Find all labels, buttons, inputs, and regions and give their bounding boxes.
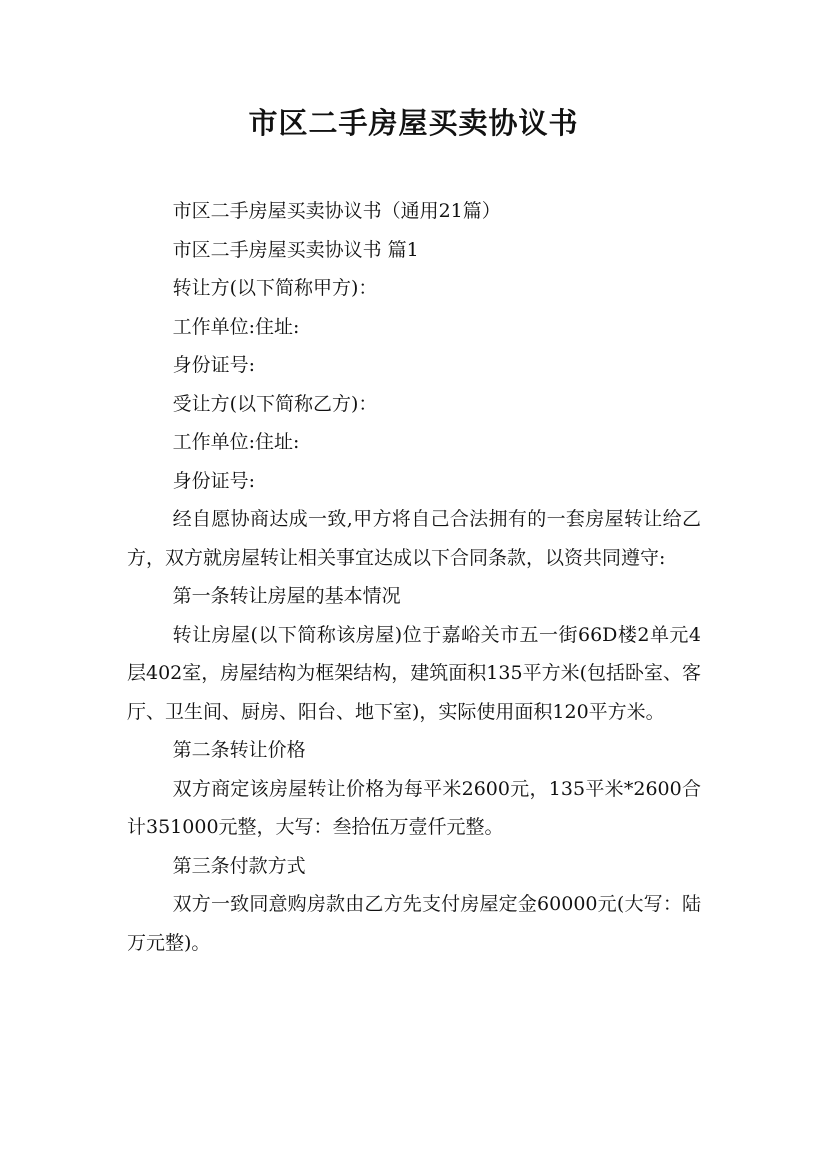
paragraph-agreement-intro: 经自愿协商达成一致,甲方将自己合法拥有的一套房屋转让给乙方，双方就房屋转让相关事宜达成以下合同条款，以资共同遵守: (127, 508, 701, 569)
paragraph-transferor-id: 身份证号: (172, 354, 255, 376)
document-body (127, 192, 701, 962)
paragraph-article-3-heading: 第三条付款方式 (172, 854, 306, 877)
paragraph-transferee-id: 身份证号: (172, 469, 255, 492)
paragraph-chapter-heading: 市区二手房屋买卖协议书 篇1 (172, 238, 419, 261)
document-title: 市区二手房屋买卖协议书 (248, 106, 579, 140)
paragraph-subtitle: 市区二手房屋买卖协议书（通用21篇） (172, 200, 501, 222)
paragraph-transferee-work: 工作单位:住址: (172, 431, 300, 453)
paragraph-article-1-heading: 第一条转让房屋的基本情况 (172, 585, 401, 607)
paragraph-article-3-body: 双方一致同意购房款由乙方先支付房屋定金60000元(大写：陆万元整)。 (127, 893, 701, 954)
paragraph-transferee: 受让方(以下简称乙方)： (172, 392, 378, 415)
paragraph-transferor: 转让方(以下简称甲方)： (172, 277, 378, 299)
paragraph-transferor-work: 工作单位:住址: (172, 315, 300, 338)
paragraph-article-2-body: 双方商定该房屋转让价格为每平米2600元，135平米*2600合计351000元整，大写：叁拾伍万壹仟元整。 (127, 777, 701, 838)
paragraph-article-2-heading: 第二条转让价格 (172, 739, 306, 761)
paragraph-article-1-body: 转让房屋(以下简称该房屋)位于嘉峪关市五一街66D楼2单元4层402室，房屋结构为框架结构，建筑面积135平方米(包括卧室、客厅、卫生间、厨房、阳台、地下室)，实际使用面积120平方米。 (127, 623, 701, 723)
